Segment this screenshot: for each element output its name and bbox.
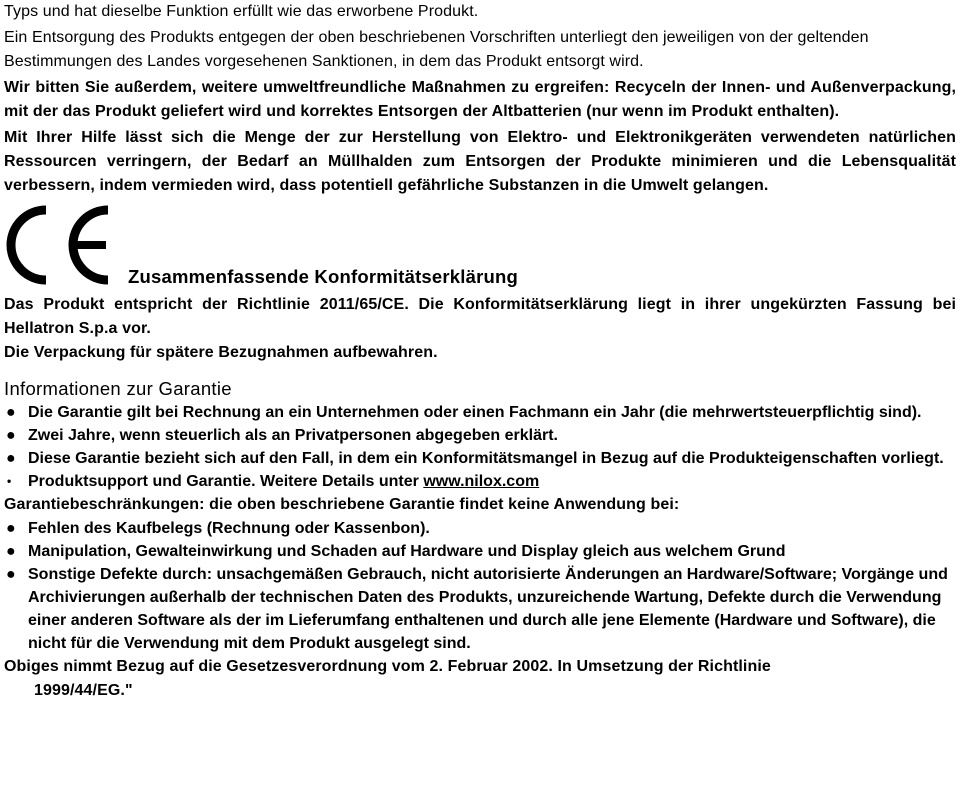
request-paragraph: Wir bitten Sie außerdem, weitere umweltfreundliche Maßnahmen zu ergreifen: Recyceln der Innen- und Außenverpackung, mit der das Produkt geliefert wird und korrektes Entsorgen der Altbatterien (nur wenn im Produkt enthalten).	[4, 79, 956, 120]
list-item: ● Fehlen des Kaufbelegs (Rechnung oder Kassenbon).	[4, 517, 956, 540]
bullet-icon: ●	[6, 450, 16, 467]
closing-line: Obiges nimmt Bezug auf die Gesetzesverordnung vom 2. Februar 2002. In Umsetzung der Richtlinie	[4, 658, 771, 675]
bullet-icon: ●	[6, 427, 16, 444]
list-item: ● Sonstige Defekte durch: unsachgemäßen Gebrauch, nicht autorisierte Änderungen an Hardware/Software; Vorgänge und Archivierungen außerhalb der technischen Daten des Produkts, unzureichende Wartung, Defekte durch die Verwendung einer anderen Software als der im Lieferumfang enthaltenen und durch alle jene Elemente (Hardware und Software), die nicht für die Verwendung mit dem Produkt ausgelegt sind.	[4, 563, 956, 655]
conformity-text: Das Produkt entspricht der Richtlinie 2011/65/CE. Die Konformitätserklärung liegt in ihrer ungekürzten Fassung bei Hellatron S.p.a vor.	[4, 296, 956, 337]
bullet-icon: ●	[6, 566, 16, 583]
bullet-icon: ●	[6, 404, 16, 421]
document-page	[4, 0, 956, 703]
list-item: • Produktsupport und Garantie. Weitere Details unter www.nilox.com	[4, 470, 956, 493]
closing-line-continued: 1999/44/EG."	[34, 682, 133, 699]
list-item: ● Zwei Jahre, wenn steuerlich als an Privatpersonen abgegeben erklärt.	[4, 424, 956, 447]
limits-list	[4, 517, 956, 655]
disposal-paragraph: Ein Entsorgung des Produkts entgegen der oben beschriebenen Vorschriften unterliegt den jeweiligen von der geltenden Bestimmungen des Landes vorgesehenen Sanktionen, in dem das Produkt entsorgt wird.	[4, 29, 869, 70]
bullet-icon: ●	[6, 543, 16, 560]
intro-line: Typs und hat dieselbe Funktion erfüllt wie das erworbene Produkt.	[4, 3, 479, 20]
limits-intro: Garantiebeschränkungen: die oben beschriebene Garantie findet keine Anwendung bei:	[4, 496, 680, 513]
nilox-website-link[interactable]: www.nilox.com	[423, 473, 540, 490]
packaging-note: Die Verpackung für spätere Bezugnahmen aufbewahren.	[4, 344, 438, 361]
bullet-icon: •	[7, 474, 12, 488]
warranty-list	[4, 401, 956, 493]
help-paragraph: Mit Ihrer Hilfe lässt sich die Menge der zur Herstellung von Elektro- und Elektronikgeräten verwendeten natürlichen Ressourcen verringern, der Bedarf an Müllhalden zum Entsorgen der Produkte minimieren und die Lebensqualität verbessern, indem vermieden wird, dass potentiell gefährliche Substanzen in die Umwelt gelangen.	[4, 129, 956, 194]
list-item: ● Diese Garantie bezieht sich auf den Fall, in dem ein Konformitätsmangel in Bezug auf die Produkteigenschaften vorliegt.	[4, 447, 956, 470]
warranty-title: Informationen zur Garantie	[4, 378, 232, 399]
ce-mark-logo	[4, 202, 114, 288]
bullet-icon: ●	[6, 520, 16, 537]
list-item: ● Manipulation, Gewalteinwirkung und Schaden auf Hardware und Display gleich aus welchem Grund	[4, 540, 956, 563]
conformity-title: Zusammenfassende Konformitätserklärung	[128, 266, 519, 287]
ce-section-header	[4, 198, 956, 293]
list-item: ● Die Garantie gilt bei Rechnung an ein Unternehmen oder einen Fachmann ein Jahr (die mehrwertsteuerpflichtig sind).	[4, 401, 956, 424]
